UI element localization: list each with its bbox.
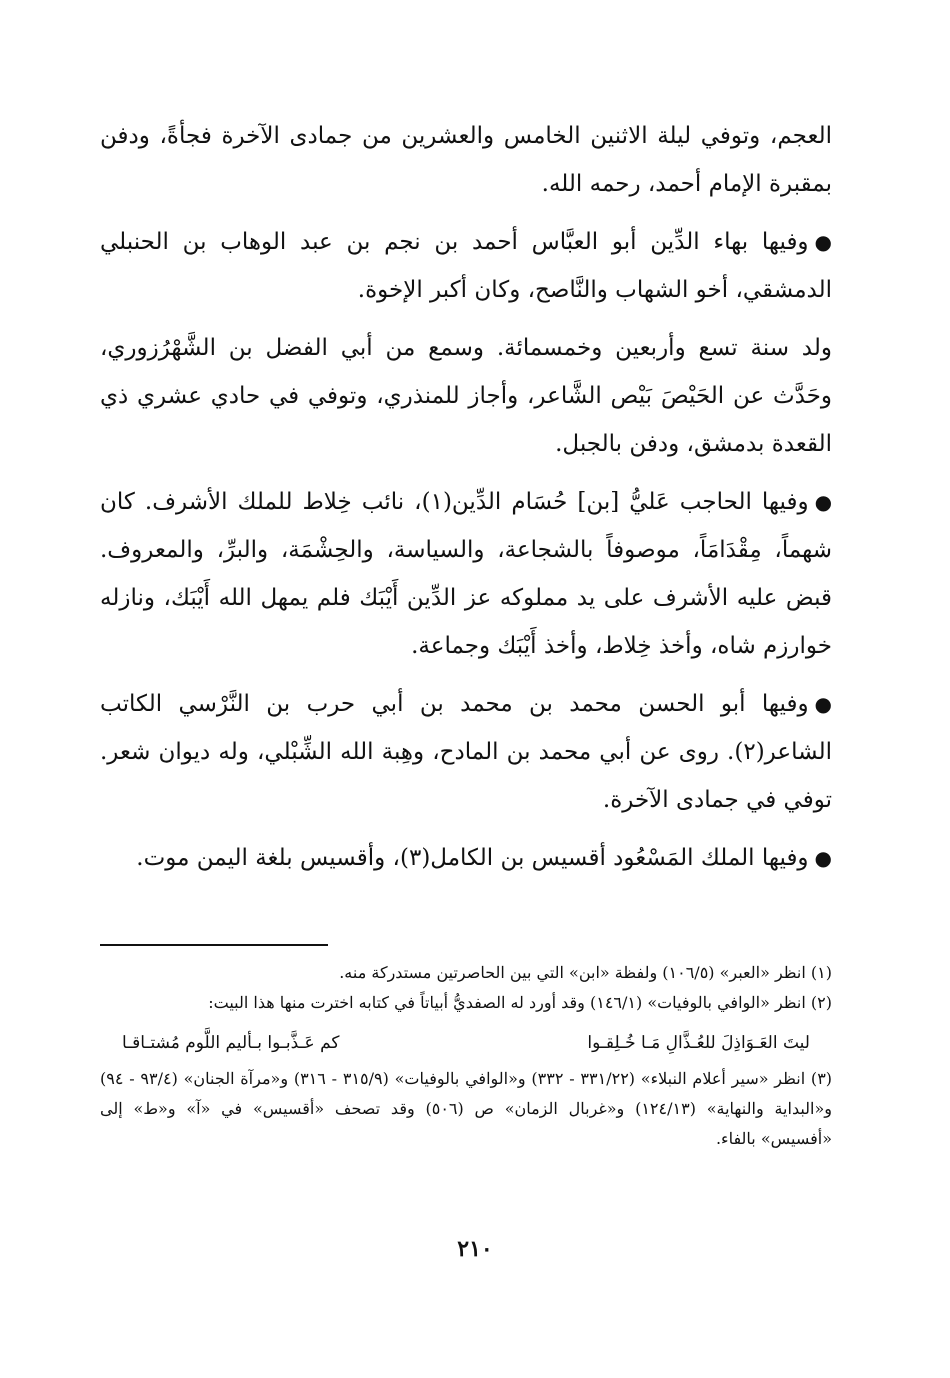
paragraph-1: العجم، وتوفي ليلة الاثنين الخامس والعشرين من جمادى الآخرة فجأةً، ودفن بمقبرة الإمام أحمد، رحمه الله.	[100, 123, 832, 197]
verse-first-half: ليتَ العَـوَاذِلَ للعُـذَّالِ مَـا خُـلِقـوا	[587, 1033, 810, 1053]
paragraph-5-text: وفيها أبو الحسن محمد بن محمد بن أبي حرب بن النَّرْسي الكاتب الشاعر(٢). روى عن أبي محمد بن المادح، وهِبة الله الشِّبْلي، وله ديوان شعر. توفي في جمادى الآخرة.	[100, 691, 832, 813]
paragraph-4	[100, 478, 832, 670]
main-text	[100, 112, 832, 892]
bullet-icon: ●	[814, 846, 832, 870]
paragraph-6-text: وفيها الملك المَسْعُود أقسيس بن الكامل(٣)، وأقسيس بلغة اليمن موت.	[136, 845, 809, 871]
bullet-icon: ●	[814, 490, 833, 514]
paragraph-4-text: وفيها الحاجب عَليُّ [بن] حُسَام الدِّين(١)، نائب خِلاط للملك الأشرف. كان شهماً، مِقْدَامَاً، موصوفاً بالشجاعة، والسياسة، والحِشْمَة، والبرِّ، والمعروف. قبض عليه الأشرف على يد مملوكه عز الدِّين أَيْبَك فلم يمهل الله أَيْبَك، ونازله خوارزم شاه، وأخذ خِلاط، وأخذ أَيْبَك وجماعة.	[100, 489, 832, 659]
footnote-2: (٢) انظر «الوافي بالوفيات» (١٤٦/١) وقد أورد له الصفديُّ أبياتاً في كتابه اخترت منها هذا البيت:	[208, 993, 832, 1012]
footnote-3: (٣) انظر «سير أعلام النبلاء» (٣٣١/٢٢ - ٣٣٢) و«الوافي بالوفيات» (٣١٥/٩ - ٣١٦) و«مرآة الجنان» (٩٣/٤ - ٩٤) و«البداية والنهاية» (١٢٤/١٣) و«غربال الزمان» ص (٥٠٦) وقد تصحف «أقسيس» في «آ» و«ط» إلى «أفسيس» بالفاء.	[100, 1069, 833, 1148]
verse-second-half: كم عَـذَّبـوا بـأليم اللَّوم مُشتـاقـا	[122, 1033, 340, 1053]
bullet-icon: ●	[814, 230, 832, 254]
paragraph-5	[100, 680, 832, 824]
paragraph-2	[100, 218, 832, 314]
poem-verse	[100, 1018, 832, 1064]
paragraph-6	[100, 834, 832, 882]
footnote-1: (١) انظر «العبر» (١٠٦/٥) ولفظة «ابن» التي بين الحاصرتين مستدركة منه.	[339, 963, 832, 982]
footnotes	[100, 958, 832, 1154]
paragraph-3: ولد سنة تسع وأربعين وخمسمائة. وسمع من أبي الفضل بن الشَّهْرُزوري، وحَدَّث عن الحَيْصَ بَيْص الشَّاعر، وأجاز للمنذري، وتوفي في حادي عشري ذي القعدة بدمشق، ودفن بالجبل.	[100, 335, 832, 457]
bullet-icon: ●	[814, 692, 832, 716]
page-number: ٢١٠	[457, 1236, 493, 1262]
paragraph-2-text: وفيها بهاء الدِّين أبو العبَّاس أحمد بن نجم بن عبد الوهاب بن الحنبلي الدمشقي، أخو الشهاب والنَّاصح، وكان أكبر الإخوة.	[100, 229, 832, 303]
footnote-separator	[100, 944, 328, 946]
